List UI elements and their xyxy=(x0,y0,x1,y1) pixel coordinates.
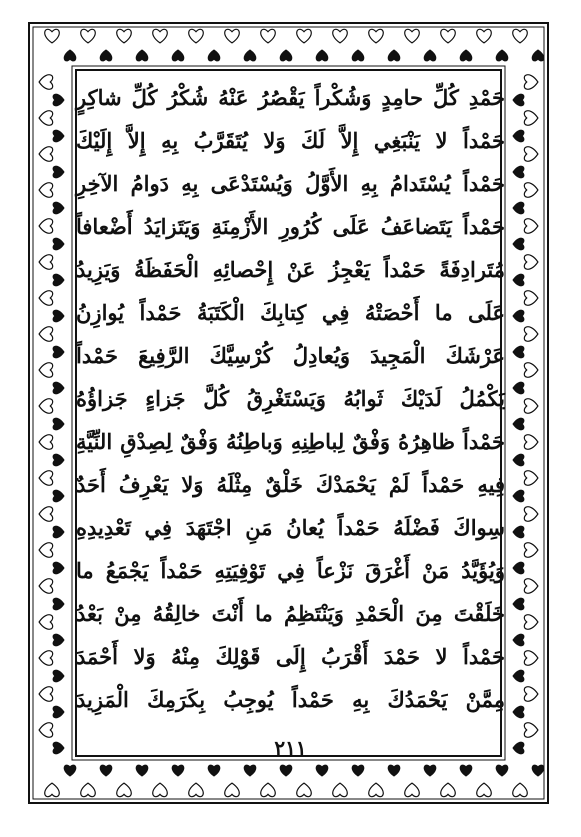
heart-ornament-icon xyxy=(513,382,524,393)
heart-ornament-icon xyxy=(53,706,64,717)
heart-ornament-icon xyxy=(39,507,53,522)
text-line: حَمْدِ كُلِّ حامِدٍ وَشُكْراً يَقْصُرُ عَنْهُ شُكْرُ كُلِّ شاكِرٍ xyxy=(76,85,505,110)
heart-ornament-icon xyxy=(39,651,53,666)
heart-ornament-icon xyxy=(477,29,492,43)
heart-ornament-icon xyxy=(39,471,53,486)
heart-ornament-icon xyxy=(39,291,53,306)
heart-ornament-icon xyxy=(53,166,64,177)
heart-ornament-icon xyxy=(524,183,538,198)
heart-ornament-icon xyxy=(513,783,528,797)
heart-ornament-icon xyxy=(496,765,507,776)
heart-ornament-icon xyxy=(513,418,524,429)
heart-ornament-icon xyxy=(117,783,132,797)
heart-ornament-icon xyxy=(53,346,64,357)
heart-ornament-icon xyxy=(53,382,64,393)
heart-ornament-icon xyxy=(524,111,538,126)
heart-ornament-icon xyxy=(524,687,538,702)
heart-ornament-icon xyxy=(280,50,291,61)
heart-ornament-icon xyxy=(524,75,538,90)
text-line: يَكْمُلُ لَدَيْكَ ثَوابُهُ وَيَسْتَغْرِقُ كُلَّ جَزاءٍ جَزاؤُهُ xyxy=(76,386,505,411)
heart-ornament-icon xyxy=(81,29,96,43)
heart-ornament-icon xyxy=(39,219,53,234)
text-line: وَيُؤَيَّدُ مَنْ أَغْرَقَ نَزْعاً فِي تَوْفِيَتِهِ حَمْداً يَجْمَعُ ما xyxy=(76,558,505,583)
heart-ornament-icon xyxy=(513,634,524,645)
heart-ornament-icon xyxy=(460,50,471,61)
heart-ornament-icon xyxy=(39,363,53,378)
heart-ornament-icon xyxy=(333,29,348,43)
heart-ornament-icon xyxy=(39,399,53,414)
heart-ornament-icon xyxy=(524,651,538,666)
heart-ornament-icon xyxy=(513,29,528,43)
text-line: حَمْداً يُسْتَدامُ بِهِ الأَوَّلُ وَيُسْتَدْعَى بِهِ دَوامُ الآخِرِ xyxy=(76,171,505,196)
heart-ornament-icon xyxy=(39,255,53,270)
heart-ornament-icon xyxy=(513,310,524,321)
heart-ornament-icon xyxy=(297,29,312,43)
heart-ornament-icon xyxy=(53,670,64,681)
heart-ornament-icon xyxy=(405,29,420,43)
heart-ornament-icon xyxy=(513,202,524,213)
heart-ornament-icon xyxy=(280,765,291,776)
heart-ornament-icon xyxy=(388,765,399,776)
prayer-text xyxy=(76,78,505,728)
heart-ornament-icon xyxy=(513,94,524,105)
heart-ornament-icon xyxy=(441,783,456,797)
heart-ornament-icon xyxy=(100,50,111,61)
heart-ornament-icon xyxy=(333,783,348,797)
heart-ornament-icon xyxy=(460,765,471,776)
heart-ornament-icon xyxy=(524,147,538,162)
heart-ornament-icon xyxy=(513,490,524,501)
heart-ornament-icon xyxy=(45,783,60,797)
heart-ornament-icon xyxy=(53,526,64,537)
heart-ornament-icon xyxy=(39,183,53,198)
heart-ornament-icon xyxy=(39,579,53,594)
heart-ornament-icon xyxy=(208,50,219,61)
heart-ornament-icon xyxy=(53,274,64,285)
heart-ornament-icon xyxy=(524,435,538,450)
heart-ornament-icon xyxy=(64,50,75,61)
heart-ornament-icon xyxy=(208,765,219,776)
text-line: حَمْداً يَتَضاعَفُ عَلَى كُرُورِ الأَزْمِنَةِ وَيَتَزايَدُ أَضْعافاً xyxy=(76,214,505,239)
heart-ornament-icon xyxy=(39,75,53,90)
heart-ornament-icon xyxy=(261,783,276,797)
heart-ornament-icon xyxy=(100,765,111,776)
text-line: عَلَى ما أَحْصَتْهُ فِي كِتابِكَ الْكَتَبَةُ حَمْداً يُوازِنُ xyxy=(76,300,505,325)
heart-ornament-icon xyxy=(524,219,538,234)
heart-ornament-icon xyxy=(513,670,524,681)
heart-ornament-icon xyxy=(244,765,255,776)
heart-ornament-icon xyxy=(53,130,64,141)
heart-ornament-icon xyxy=(53,562,64,573)
heart-ornament-icon xyxy=(513,454,524,465)
text-line: مِمَّنْ يَحْمَدُكَ بِهِ حَمْداً يُوجِبُ بِكَرَمِكَ الْمَزِيدَ xyxy=(76,687,505,712)
heart-ornament-icon xyxy=(53,598,64,609)
text-line: حَمْداً ظاهِرُهُ وَفْقٌ لِباطِنِهِ وَباطِنُهُ وَفْقٌ لِصِدْقِ النِّيَّةِ xyxy=(76,429,505,454)
heart-ornament-icon xyxy=(153,29,168,43)
heart-ornament-icon xyxy=(53,418,64,429)
heart-ornament-icon xyxy=(39,111,53,126)
text-line: مُتَرادِفَةً حَمْداً يَعْجِزُ عَنْ إِحْصائِهِ الْحَفَظَةُ وَيَزِيدُ xyxy=(76,257,505,282)
heart-ornament-icon xyxy=(53,454,64,465)
heart-ornament-icon xyxy=(524,363,538,378)
heart-ornament-icon xyxy=(405,783,420,797)
heart-ornament-icon xyxy=(524,327,538,342)
heart-ornament-icon xyxy=(53,490,64,501)
heart-ornament-icon xyxy=(496,50,507,61)
heart-ornament-icon xyxy=(524,399,538,414)
heart-ornament-icon xyxy=(39,615,53,630)
heart-ornament-icon xyxy=(441,29,456,43)
heart-ornament-icon xyxy=(261,29,276,43)
heart-ornament-icon xyxy=(524,543,538,558)
text-line: خَلَقْتَ مِنَ الْحَمْدِ وَيَنْتَظِمُ ما أَنْتَ خالِقُهُ مِنْ بَعْدُ xyxy=(76,601,505,626)
heart-ornament-icon xyxy=(352,50,363,61)
heart-ornament-icon xyxy=(424,50,435,61)
heart-ornament-icon xyxy=(316,765,327,776)
heart-ornament-icon xyxy=(189,783,204,797)
heart-ornament-icon xyxy=(513,346,524,357)
heart-ornament-icon xyxy=(524,507,538,522)
heart-ornament-icon xyxy=(53,310,64,321)
heart-ornament-icon xyxy=(45,29,60,43)
text-line: حَمْداً لا يَنْبَغِي إِلاَّ لَكَ وَلا يُتَقَرَّبُ بِهِ إِلاَّ إِلَيْكَ xyxy=(76,128,505,153)
heart-ornament-icon xyxy=(53,634,64,645)
heart-ornament-icon xyxy=(153,783,168,797)
heart-ornament-icon xyxy=(352,765,363,776)
heart-ornament-icon xyxy=(172,50,183,61)
heart-ornament-icon xyxy=(369,783,384,797)
heart-ornament-icon xyxy=(424,765,435,776)
text-line: سِواكَ فَضْلَهُ حَمْداً يُعانُ مَنِ اجْتَهَدَ فِي تَعْدِيدِهِ xyxy=(76,515,505,540)
heart-ornament-icon xyxy=(53,238,64,249)
heart-ornament-icon xyxy=(513,562,524,573)
page-number: ٢١١ xyxy=(274,736,307,760)
heart-ornament-icon xyxy=(513,166,524,177)
heart-ornament-icon xyxy=(189,29,204,43)
heart-ornament-icon xyxy=(524,255,538,270)
heart-ornament-icon xyxy=(39,435,53,450)
heart-ornament-icon xyxy=(369,29,384,43)
heart-ornament-icon xyxy=(297,783,312,797)
heart-ornament-icon xyxy=(513,238,524,249)
text-line: حَمْداً لا حَمْدَ أَقْرَبُ إِلَى قَوْلِكَ مِنْهُ وَلا أَحْمَدَ xyxy=(76,644,505,669)
text-line: فِيهِ حَمْداً لَمْ يَحْمَدْكَ خَلْقٌ مِثْلَهُ وَلا يَعْرِفُ أَحَدٌ xyxy=(76,472,505,497)
heart-ornament-icon xyxy=(244,50,255,61)
heart-ornament-icon xyxy=(225,783,240,797)
heart-ornament-icon xyxy=(513,130,524,141)
heart-ornament-icon xyxy=(532,765,543,776)
heart-ornament-icon xyxy=(136,765,147,776)
heart-ornament-icon xyxy=(524,471,538,486)
heart-ornament-icon xyxy=(477,783,492,797)
heart-ornament-icon xyxy=(117,29,132,43)
heart-ornament-icon xyxy=(39,147,53,162)
heart-ornament-icon xyxy=(64,765,75,776)
heart-ornament-icon xyxy=(53,202,64,213)
heart-ornament-icon xyxy=(172,765,183,776)
text-line: عَرْشَكَ الْمَجِيدَ وَيُعادِلُ كُرْسِيَّكَ الرَّفِيعَ حَمْداً xyxy=(76,343,505,368)
heart-ornament-icon xyxy=(513,706,524,717)
heart-ornament-icon xyxy=(81,783,96,797)
heart-ornament-icon xyxy=(532,50,543,61)
heart-ornament-icon xyxy=(388,50,399,61)
heart-ornament-icon xyxy=(39,327,53,342)
heart-ornament-icon xyxy=(136,50,147,61)
heart-ornament-icon xyxy=(513,598,524,609)
heart-ornament-icon xyxy=(513,526,524,537)
heart-ornament-icon xyxy=(53,94,64,105)
heart-ornament-icon xyxy=(524,291,538,306)
heart-ornament-icon xyxy=(39,687,53,702)
heart-ornament-icon xyxy=(39,543,53,558)
heart-ornament-icon xyxy=(225,29,240,43)
heart-ornament-icon xyxy=(513,274,524,285)
heart-ornament-icon xyxy=(316,50,327,61)
heart-ornament-icon xyxy=(524,579,538,594)
heart-ornament-icon xyxy=(524,615,538,630)
